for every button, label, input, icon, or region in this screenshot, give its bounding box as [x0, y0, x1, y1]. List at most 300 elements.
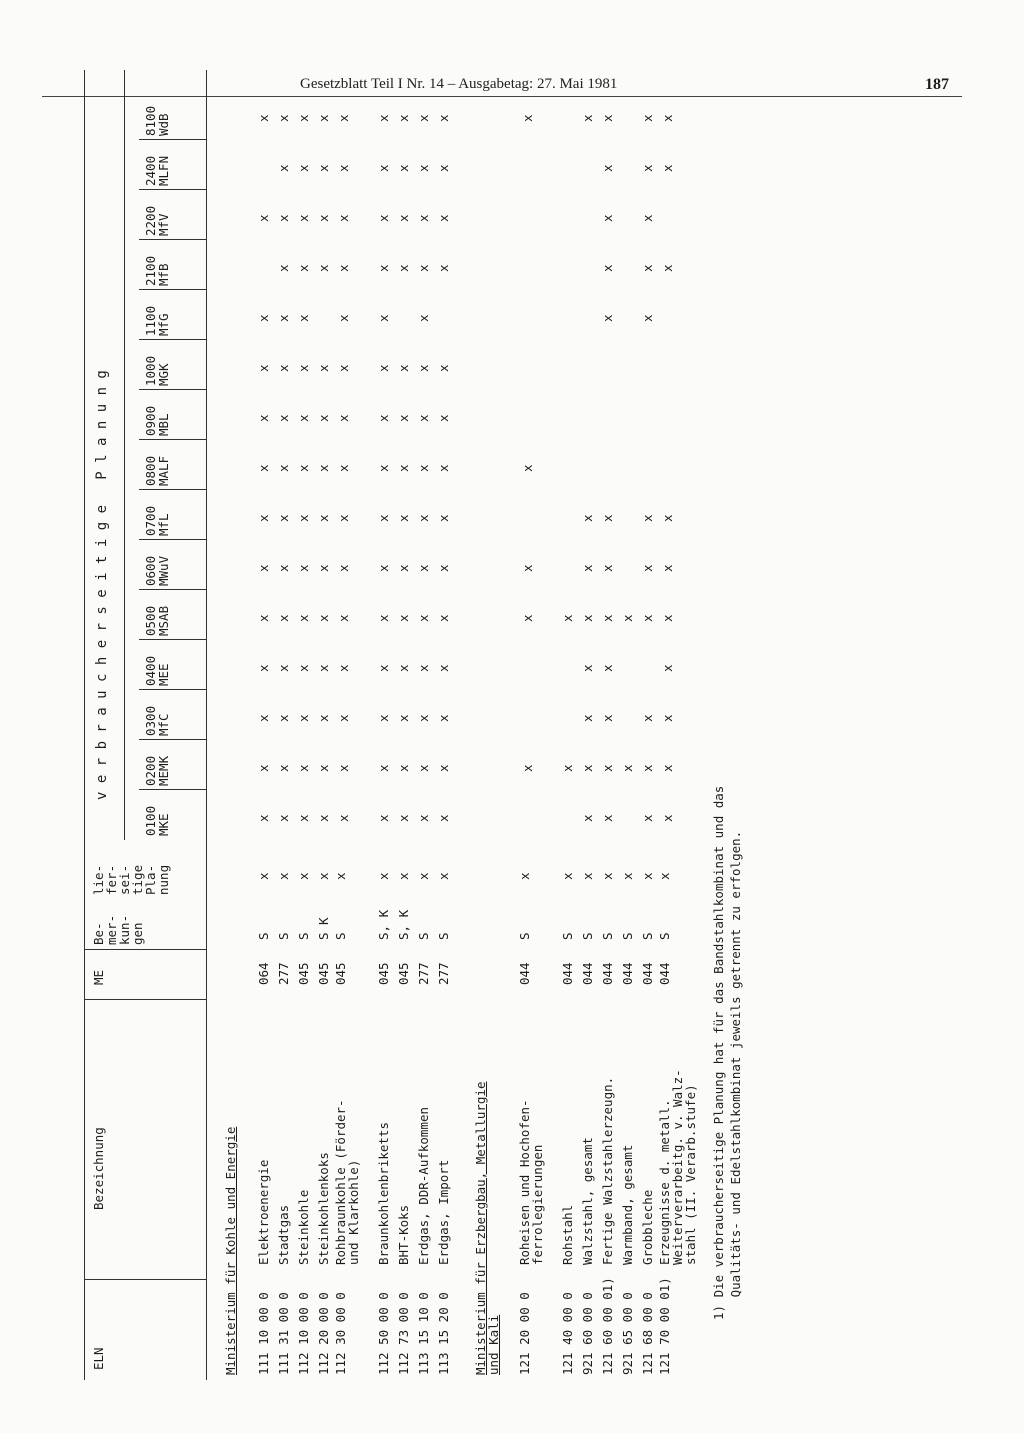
table-row — [618, 70, 638, 1380]
eln-code: 921 60 00 0 — [580, 1292, 595, 1375]
planning-mark: x — [436, 114, 451, 122]
remarks: S — [296, 932, 311, 940]
col-divider — [139, 189, 207, 190]
planning-mark: x — [336, 314, 351, 322]
planning-mark: x — [660, 714, 675, 722]
planning-mark: x — [436, 514, 451, 522]
planning-mark: x — [436, 264, 451, 272]
ministry-col-header: 0200 MEMK — [143, 755, 171, 786]
planning-mark: x — [376, 114, 391, 122]
planning-mark: x — [296, 314, 311, 322]
supplier-mark: x — [416, 872, 431, 880]
planning-mark: x — [316, 414, 331, 422]
planning-mark: x — [436, 714, 451, 722]
planning-mark: x — [376, 714, 391, 722]
supplier-mark: x — [256, 872, 271, 880]
col-divider — [139, 289, 207, 290]
planning-mark: x — [336, 714, 351, 722]
group-header-verbraucher: v e r b r a u c h e r s e i t i g e P l a n u n g — [94, 370, 110, 800]
item-name: Roheisen und Hochofen- ferrolegierungen — [517, 1099, 545, 1265]
remarks: S — [416, 932, 431, 940]
planning-mark: x — [296, 614, 311, 622]
table-row — [657, 70, 698, 1380]
item-name: Stadtgas — [276, 1204, 291, 1265]
remarks: S — [436, 932, 451, 940]
planning-mark: x — [640, 214, 655, 222]
planning-mark: x — [416, 414, 431, 422]
planning-mark: x — [316, 564, 331, 572]
item-name: BHT-Koks — [396, 1204, 411, 1265]
planning-mark: x — [416, 614, 431, 622]
col-divider — [139, 139, 207, 140]
planning-mark: x — [396, 164, 411, 172]
planning-mark: x — [640, 514, 655, 522]
col-divider — [139, 239, 207, 240]
planning-mark: x — [600, 564, 615, 572]
planning-mark: x — [296, 814, 311, 822]
planning-mark: x — [520, 764, 535, 772]
planning-mark: x — [276, 714, 291, 722]
planning-mark: x — [256, 664, 271, 672]
col-divider — [139, 539, 207, 540]
planning-mark: x — [256, 464, 271, 472]
planning-mark: x — [560, 614, 575, 622]
planning-mark: x — [316, 814, 331, 822]
table-row — [394, 70, 414, 1380]
table-row — [578, 70, 598, 1380]
eln-code: 112 10 00 0 — [296, 1292, 311, 1375]
planning-mark: x — [376, 664, 391, 672]
planning-mark: x — [296, 364, 311, 372]
planning-mark: x — [640, 714, 655, 722]
planning-mark: x — [316, 264, 331, 272]
planning-mark: x — [416, 114, 431, 122]
supplier-mark: x — [376, 872, 391, 880]
planning-mark: x — [600, 814, 615, 822]
table-row — [598, 70, 618, 1380]
planning-mark: x — [316, 114, 331, 122]
unit-code: 277 — [436, 962, 451, 985]
table-row — [414, 70, 434, 1380]
planning-mark: x — [376, 814, 391, 822]
supplier-mark: x — [276, 872, 291, 880]
planning-mark: x — [336, 764, 351, 772]
col-header-bemerkungen: Be- mer- kun- gen — [91, 914, 145, 945]
planning-mark: x — [316, 664, 331, 672]
planning-mark: x — [436, 564, 451, 572]
planning-mark: x — [580, 664, 595, 672]
ministry-col-header: 0400 MEE — [143, 655, 171, 686]
col-divider — [139, 589, 207, 590]
planning-mark: x — [336, 664, 351, 672]
planning-mark: x — [396, 114, 411, 122]
ministry-col-header: 2200 MfV — [143, 205, 171, 236]
planning-mark: x — [580, 514, 595, 522]
eln-code: 112 30 00 0 — [333, 1292, 348, 1375]
unit-code: 044 — [560, 962, 575, 985]
col-divider — [139, 439, 207, 440]
supplier-mark: x — [620, 872, 635, 880]
planning-mark: x — [336, 464, 351, 472]
item-name: Erdgas, DDR-Aufkommen — [416, 1106, 431, 1265]
planning-mark: x — [376, 564, 391, 572]
planning-mark: x — [600, 714, 615, 722]
planning-mark: x — [416, 664, 431, 672]
col-divider-bez — [84, 999, 207, 1000]
col-header-me: ME — [91, 969, 106, 985]
planning-mark: x — [660, 764, 675, 772]
planning-mark: x — [276, 414, 291, 422]
planning-mark: x — [600, 164, 615, 172]
planning-mark: x — [436, 464, 451, 472]
eln-code: 113 15 10 0 — [416, 1292, 431, 1375]
planning-mark: x — [276, 264, 291, 272]
remarks: S — [657, 932, 672, 940]
table-row — [374, 70, 394, 1380]
planning-mark: x — [316, 364, 331, 372]
planning-mark: x — [396, 664, 411, 672]
table-header-rule — [206, 70, 207, 1380]
unit-code: 064 — [256, 962, 271, 985]
planning-mark: x — [396, 464, 411, 472]
planning-mark: x — [316, 214, 331, 222]
remarks: S, K — [396, 909, 411, 940]
supplier-mark: x — [560, 872, 575, 880]
planning-mark: x — [580, 114, 595, 122]
planning-mark: x — [580, 714, 595, 722]
planning-mark: x — [276, 614, 291, 622]
unit-code: 277 — [416, 962, 431, 985]
planning-mark: x — [600, 664, 615, 672]
planning-mark: x — [660, 664, 675, 672]
planning-mark: x — [520, 614, 535, 622]
table-row — [254, 70, 274, 1380]
section-title: Ministerium für Erzbergbau, Metallurgie und Kali — [473, 1081, 501, 1375]
planning-mark: x — [336, 414, 351, 422]
table-row — [517, 70, 545, 1380]
planning-mark: x — [336, 364, 351, 372]
remarks: S — [256, 932, 271, 940]
remarks: S — [560, 932, 575, 940]
planning-mark: x — [416, 514, 431, 522]
group-rule — [124, 70, 125, 840]
planning-mark: x — [600, 314, 615, 322]
item-name: Erzeugnisse d. metall. Weiterverarbeitg. v. Walz- stahl (II. Verarb.stufe) — [657, 1069, 698, 1265]
planning-mark: x — [336, 214, 351, 222]
planning-mark: x — [436, 764, 451, 772]
planning-mark: x — [296, 514, 311, 522]
unit-code: 044 — [600, 962, 615, 985]
planning-mark: x — [376, 214, 391, 222]
planning-mark: x — [416, 364, 431, 372]
unit-code: 044 — [517, 962, 532, 985]
unit-code: 277 — [276, 962, 291, 985]
ministry-col-header: 1000 MGK — [143, 355, 171, 386]
table-row — [333, 70, 361, 1380]
planning-mark: x — [276, 764, 291, 772]
planning-mark: x — [376, 414, 391, 422]
planning-mark: x — [376, 264, 391, 272]
planning-mark: x — [296, 664, 311, 672]
planning-mark: x — [336, 564, 351, 572]
planning-mark: x — [620, 764, 635, 772]
section-title: Ministerium für Kohle und Energie — [223, 1126, 238, 1375]
planning-mark: x — [256, 564, 271, 572]
col-divider — [139, 389, 207, 390]
planning-mark: x — [600, 764, 615, 772]
remarks: S — [620, 932, 635, 940]
planning-mark: x — [660, 614, 675, 622]
item-name: Braunkohlenbriketts — [376, 1122, 391, 1265]
planning-mark: x — [276, 214, 291, 222]
remarks: S — [600, 932, 615, 940]
planning-mark: x — [316, 764, 331, 772]
item-name: Steinkohlenkoks — [316, 1152, 331, 1265]
planning-mark: x — [376, 164, 391, 172]
planning-mark: x — [660, 164, 675, 172]
planning-mark: x — [436, 364, 451, 372]
planning-mark: x — [296, 764, 311, 772]
planning-mark: x — [640, 264, 655, 272]
supplier-mark: x — [600, 872, 615, 880]
supplier-mark: x — [296, 872, 311, 880]
planning-mark: x — [640, 814, 655, 822]
planning-mark: x — [376, 514, 391, 522]
planning-mark: x — [336, 614, 351, 622]
col-header-lieferseitige: lie- fer- sei- tige Pla- nung — [91, 864, 171, 895]
planning-mark: x — [296, 214, 311, 222]
col-header-eln: ELN — [91, 1347, 106, 1370]
remarks: S — [517, 932, 532, 940]
planning-mark: x — [640, 114, 655, 122]
supplier-mark: x — [657, 872, 672, 880]
remarks: S, K — [376, 909, 391, 940]
page-number: 187 — [925, 76, 949, 93]
table-row — [638, 70, 658, 1380]
planning-mark: x — [296, 564, 311, 572]
col-header-bezeichnung: Bezeichnung — [91, 1127, 106, 1210]
supplier-mark: x — [333, 872, 348, 880]
planning-mark: x — [316, 714, 331, 722]
unit-code: 045 — [316, 962, 331, 985]
planning-mark: x — [296, 264, 311, 272]
unit-code: 045 — [296, 962, 311, 985]
col-divider — [139, 639, 207, 640]
planning-mark: x — [256, 714, 271, 722]
planning-mark: x — [276, 364, 291, 372]
eln-code: 112 73 00 0 — [396, 1292, 411, 1375]
planning-mark: x — [520, 464, 535, 472]
unit-code: 044 — [580, 962, 595, 985]
planning-mark: x — [296, 464, 311, 472]
planning-mark: x — [600, 214, 615, 222]
planning-mark: x — [660, 814, 675, 822]
planning-mark: x — [416, 714, 431, 722]
planning-mark: x — [640, 564, 655, 572]
planning-mark: x — [640, 764, 655, 772]
planning-mark: x — [256, 414, 271, 422]
eln-code: 121 20 00 0 — [517, 1292, 532, 1375]
planning-mark: x — [580, 764, 595, 772]
planning-mark: x — [276, 164, 291, 172]
planning-mark: x — [376, 314, 391, 322]
planning-mark: x — [416, 214, 431, 222]
planning-mark: x — [396, 714, 411, 722]
col-divider — [139, 489, 207, 490]
table-row — [314, 70, 334, 1380]
planning-mark: x — [296, 414, 311, 422]
planning-mark: x — [436, 214, 451, 222]
supplier-mark: x — [316, 872, 331, 880]
eln-code: 121 60 00 01) — [600, 1277, 615, 1375]
planning-mark: x — [256, 814, 271, 822]
planning-mark: x — [296, 164, 311, 172]
planning-mark: x — [416, 814, 431, 822]
planning-mark: x — [396, 214, 411, 222]
planning-mark: x — [600, 614, 615, 622]
remarks: S K — [316, 917, 331, 940]
planning-mark: x — [316, 514, 331, 522]
remarks: S — [333, 932, 348, 940]
item-name: Rohstahl — [560, 1204, 575, 1265]
ministry-col-header: 1100 MfG — [143, 305, 171, 336]
ministry-col-header: 0700 MfL — [143, 505, 171, 536]
unit-code: 044 — [620, 962, 635, 985]
planning-mark: x — [256, 214, 271, 222]
planning-mark: x — [396, 764, 411, 772]
col-divider-eln — [84, 1279, 207, 1280]
planning-mark: x — [376, 364, 391, 372]
ministry-col-header: 0100 MKE — [143, 805, 171, 836]
supplier-mark: x — [580, 872, 595, 880]
table-row — [434, 70, 454, 1380]
planning-mark: x — [436, 614, 451, 622]
eln-code: 121 70 00 01) — [657, 1277, 672, 1375]
planning-mark: x — [376, 764, 391, 772]
remarks: S — [276, 932, 291, 940]
planning-mark: x — [256, 364, 271, 372]
planning-mark: x — [396, 514, 411, 522]
ministry-col-header: 2100 MfB — [143, 255, 171, 286]
planning-mark: x — [256, 114, 271, 122]
unit-code: 044 — [640, 962, 655, 985]
eln-code: 112 50 00 0 — [376, 1292, 391, 1375]
eln-code: 111 31 00 0 — [276, 1292, 291, 1375]
planning-mark: x — [416, 464, 431, 472]
planning-mark: x — [660, 264, 675, 272]
planning-mark: x — [336, 814, 351, 822]
planning-mark: x — [520, 114, 535, 122]
unit-code: 045 — [376, 962, 391, 985]
planning-mark: x — [416, 764, 431, 772]
planning-mark: x — [276, 814, 291, 822]
planning-mark: x — [640, 614, 655, 622]
planning-mark: x — [660, 514, 675, 522]
planning-mark: x — [376, 614, 391, 622]
ministry-col-header: 0500 MSAB — [143, 605, 171, 636]
ministry-col-header: 8100 WdB — [143, 105, 171, 136]
planning-mark: x — [276, 564, 291, 572]
planning-mark: x — [296, 714, 311, 722]
item-name: Erdgas, Import — [436, 1159, 451, 1265]
item-name: Fertige Walzstahlerzeugn. — [600, 1076, 615, 1265]
remarks: S — [640, 932, 655, 940]
item-name: Walzstahl, gesamt — [580, 1137, 595, 1265]
unit-code: 045 — [396, 962, 411, 985]
eln-code: 112 20 00 0 — [316, 1292, 331, 1375]
remarks: S — [580, 932, 595, 940]
page-header-title: Gesetzblatt Teil I Nr. 14 – Ausgabetag: 27. Mai 1981 — [300, 76, 618, 92]
ministry-col-header: 0300 MfC — [143, 705, 171, 736]
planning-mark: x — [416, 264, 431, 272]
planning-mark: x — [416, 564, 431, 572]
planning-mark: x — [396, 414, 411, 422]
planning-mark: x — [436, 414, 451, 422]
col-divider — [139, 739, 207, 740]
item-name: Grobbleche — [640, 1189, 655, 1265]
planning-mark: x — [436, 664, 451, 672]
table-top-rule — [84, 70, 85, 1380]
planning-mark: x — [296, 114, 311, 122]
eln-code: 121 68 00 0 — [640, 1292, 655, 1375]
planning-mark: x — [256, 314, 271, 322]
planning-mark: x — [396, 564, 411, 572]
planning-mark: x — [580, 614, 595, 622]
supplier-mark: x — [517, 872, 532, 880]
table-row — [558, 70, 578, 1380]
planning-mark: x — [316, 464, 331, 472]
planning-mark: x — [396, 364, 411, 372]
planning-mark: x — [660, 114, 675, 122]
planning-mark: x — [600, 264, 615, 272]
col-divider-me — [84, 949, 207, 950]
planning-mark: x — [256, 614, 271, 622]
ministry-col-header: 0600 MWuV — [143, 555, 171, 586]
item-name: Rohbraunkohle (Förder- und Klarkohle) — [333, 1099, 361, 1265]
planning-mark: x — [276, 664, 291, 672]
unit-code: 045 — [333, 962, 348, 985]
planning-mark: x — [276, 464, 291, 472]
col-divider — [139, 789, 207, 790]
item-name: Steinkohle — [296, 1189, 311, 1265]
planning-mark: x — [396, 264, 411, 272]
col-divider — [139, 339, 207, 340]
table-row — [294, 70, 314, 1380]
planning-mark: x — [276, 514, 291, 522]
table-row — [274, 70, 294, 1380]
ministry-col-header: 0800 MALF — [143, 455, 171, 486]
planning-mark: x — [600, 514, 615, 522]
planning-mark: x — [256, 764, 271, 772]
planning-mark: x — [316, 164, 331, 172]
ministry-col-header: 0900 MBL — [143, 405, 171, 436]
planning-mark: x — [336, 114, 351, 122]
planning-mark: x — [276, 114, 291, 122]
eln-code: 121 40 00 0 — [560, 1292, 575, 1375]
planning-table — [84, 70, 704, 1380]
supplier-mark: x — [640, 872, 655, 880]
planning-mark: x — [336, 264, 351, 272]
planning-mark: x — [316, 614, 331, 622]
unit-code: 044 — [657, 962, 672, 985]
planning-mark: x — [436, 164, 451, 172]
planning-mark: x — [640, 314, 655, 322]
planning-mark: x — [600, 114, 615, 122]
planning-mark: x — [660, 564, 675, 572]
ministry-col-header: 2400 MLFN — [143, 155, 171, 186]
eln-code: 113 15 20 0 — [436, 1292, 451, 1375]
planning-mark: x — [336, 164, 351, 172]
